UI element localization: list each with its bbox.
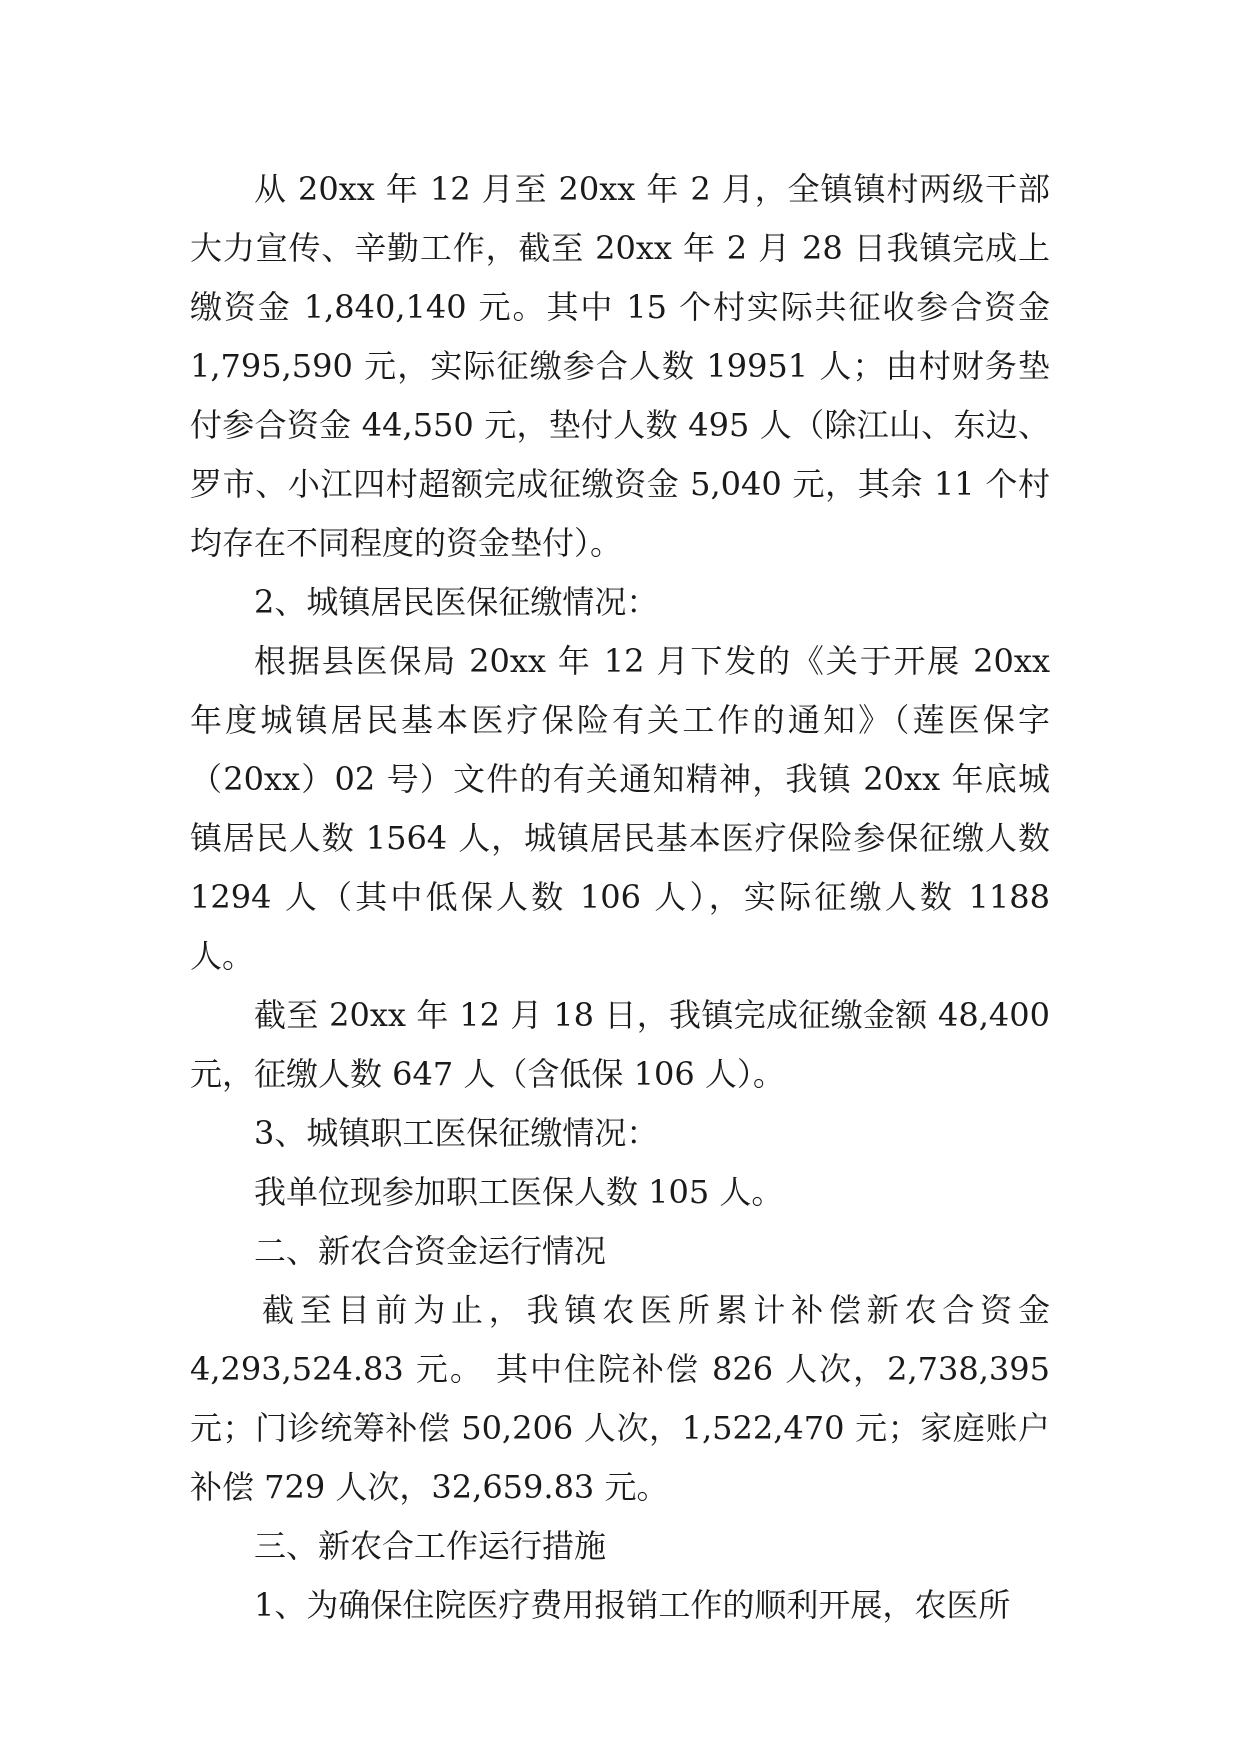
heading-urban-employee-insurance: 3、城镇职工医保征缴情况： [254,1114,659,1152]
paragraph-urban-resident-progress: 截至 20xx 年 12 月 18 日，我镇完成征缴金额 48,400 元，征缴人数 647 人（含低保 106 人）。 [190,996,1050,1093]
paragraph-collection-summary: 从 20xx 年 12 月至 20xx 年 2 月，全镇镇村两级干部大力宣传、辛勤工作，截至 20xx 年 2 月 28 日我镇完成上缴资金 1,840,140 元。其中 15 个村实际共征收参合资金 1,795,590 元，实际征缴参合人数 19951 人；由村财务垫付参合资金 44,550 元，垫付人数 495 人（除江山、东边、罗市、小江四村超额完成征缴资金 5,040 元，其余 11 个村均存在不同程度的资金垫付）。 [190,170,1050,562]
paragraph-employee-count: 我单位现参加职工医保人数 105 人。 [254,1173,784,1211]
heading-urban-resident-insurance: 2、城镇居民医保征缴情况： [254,583,659,621]
heading-fund-operation: 二、新农合资金运行情况 [254,1232,607,1270]
paragraph-measure-one: 1、为确保住院医疗费用报销工作的顺利开展，农医所 [254,1586,1011,1624]
paragraph-fund-operation-details: 截至目前为止，我镇农医所累计补偿新农合资金 4,293,524.83 元。 其中住院补偿 826 人次，2,738,395 元；门诊统筹补偿 50,206 人次，1,522,470 元；家庭账户补偿 729 人次，32,659.83 元。 [190,1291,1050,1506]
document-page [190,160,1050,1635]
paragraph-urban-resident-details: 根据县医保局 20xx 年 12 月下发的《关于开展 20xx 年度城镇居民基本医疗保险有关工作的通知》（莲医保字（20xx）02 号）文件的有关通知精神，我镇 20xx 年底城镇居民人数 1564 人，城镇居民基本医疗保险参保征缴人数 1294 人（其中低保人数 106 人），实际征缴人数 1188 人。 [190,642,1050,975]
heading-work-measures: 三、新农合工作运行措施 [254,1527,607,1565]
